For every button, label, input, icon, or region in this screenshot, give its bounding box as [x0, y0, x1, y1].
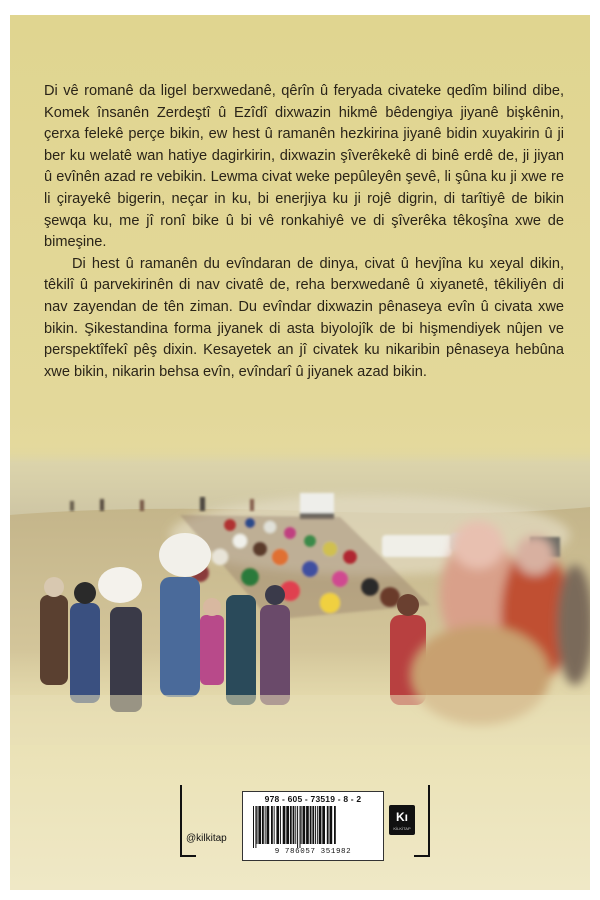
- barcode-bars: [251, 806, 375, 848]
- back-cover: [10, 15, 590, 890]
- isbn-barcode: [242, 791, 384, 861]
- blurb-paragraph-2: Di hest û ramanên du evîndaran de dinya, civat û hevjîna ku xeyal dikin, têkilî û parvekirinên di nav civatê de, reha berxwedanê û xiyanetê, têkiliyên di nav zayendan de tên ziman. Du evîndar dixwazin pênaseya evîn û civata xwe bikin. Şikestandina forma jiyanek di asta biyolojîk de bi hişmendiyek nûjen ve perspektîfekî pêş dixin. Kesayetek an jî civatek ku nikaribin pênaseya hebûna xwe bikin, nikarin behsa evîn, evîndarî û jiyanek azad bikin.: [44, 255, 564, 380]
- refugees-walking-photo: [10, 445, 590, 745]
- isbn-number: 978 - 605 - 73519 - 8 - 2: [264, 794, 362, 804]
- blurb-paragraph-1: Di vê romanê da ligel berxwedanê, qêrîn û feryada civateke qedîm bilind dibe, Komek însanên Zerdeştî û Ezîdî dixwazin hikmê bêdengiya jiyanê bişkênin, çerxa felekê perçe bikin, ew hest û ramanên hezkirina jiyanê bidin xuyakirin û ji ber ku welatê wan hatiye dagirkirin, dixwazin şîverêkekê di binê erdê de, ji jiyan û evînên azad re vebikin. Lewma civat weke pepûleyên şevê, li şûna ku ji xwe re li çirayekê bigerin, neçar in ku, bi enerjiya ku ji rojê digrin, di tarîtiyê de bikin şewqa ku, me jî ronî bike û bi vê ronkahiyê ve di şîverêka têkoşîna xwe de bimeşine.: [44, 83, 564, 251]
- logo-letters: Kı: [396, 810, 408, 824]
- publisher-handle: @kilkitap: [186, 833, 227, 844]
- back-cover-footer: [10, 775, 590, 885]
- ean-digits: 9 786057 351982: [274, 848, 352, 856]
- right-frame-bracket: [414, 785, 430, 857]
- kilkitap-logo-icon: [389, 805, 415, 835]
- logo-caption: KİLKİTAP: [393, 826, 411, 831]
- left-frame-bracket: [180, 785, 196, 857]
- back-cover-blurb: [44, 81, 564, 383]
